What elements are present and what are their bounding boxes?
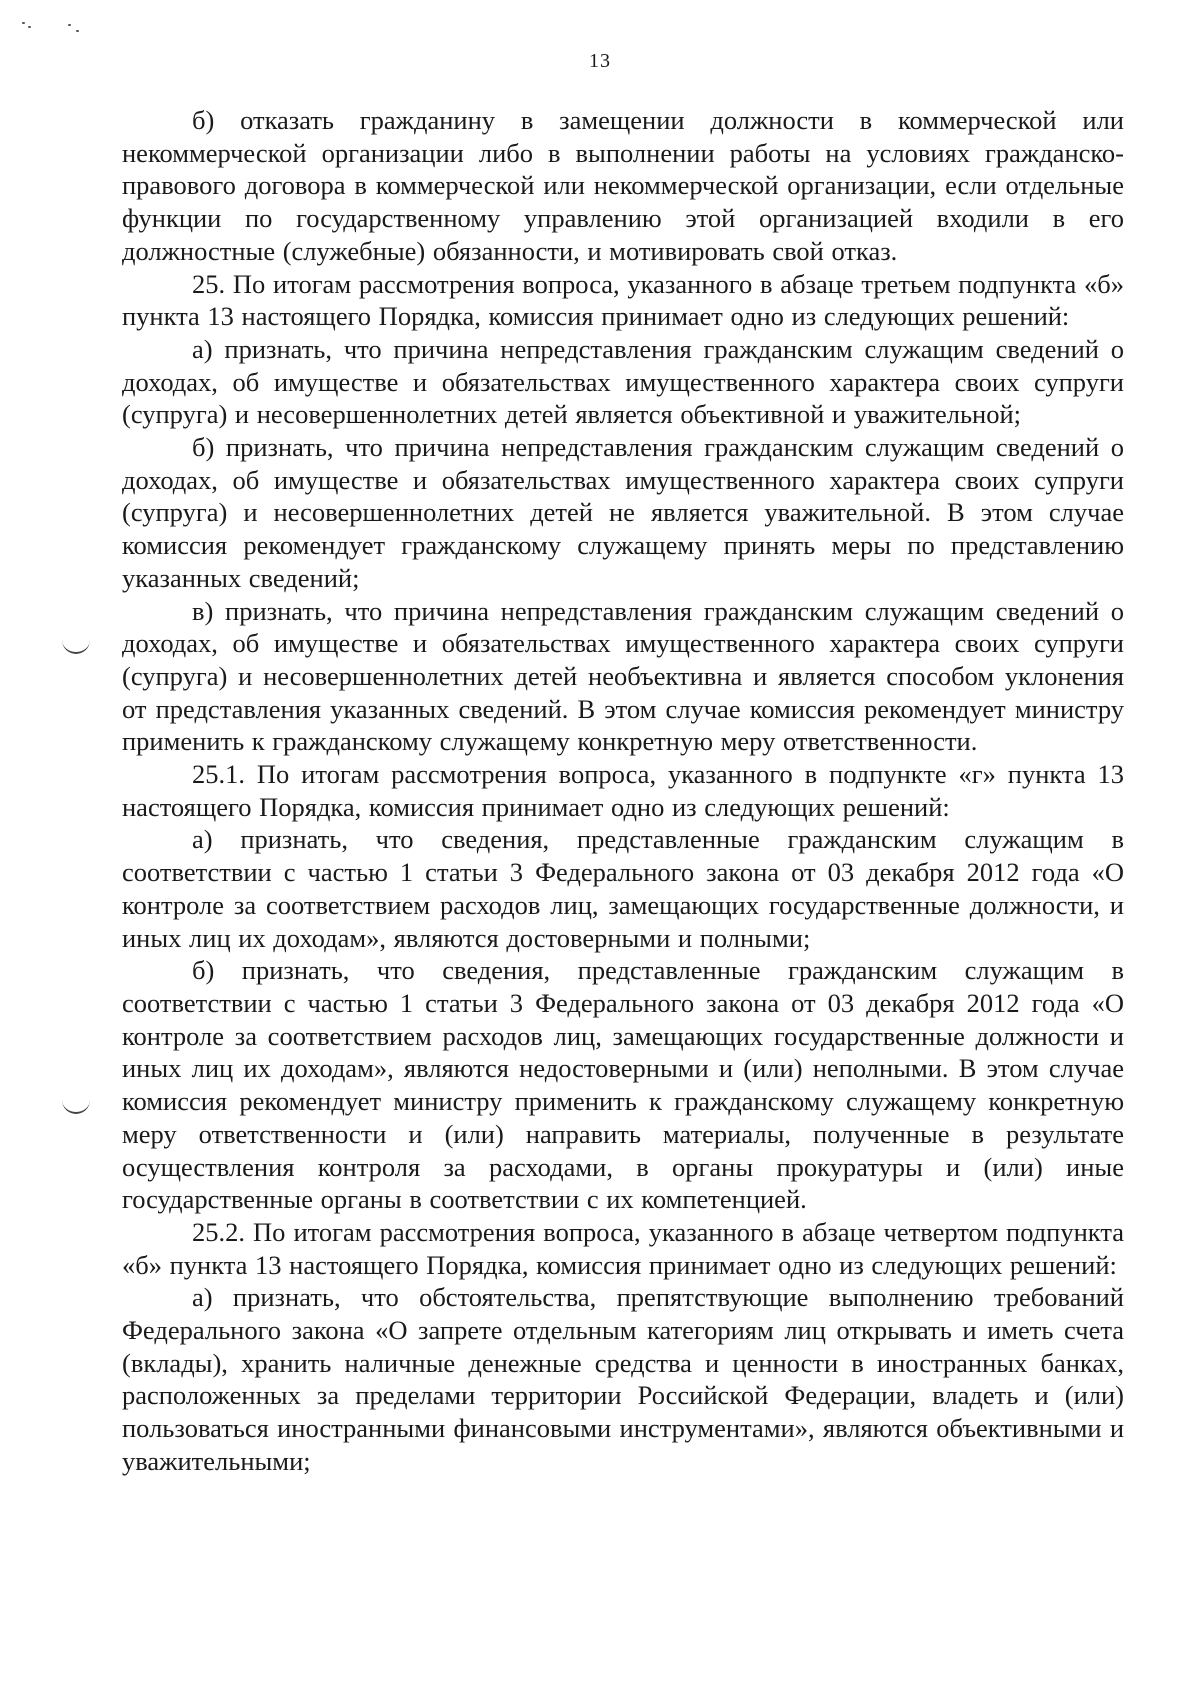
- speck: [28, 26, 31, 28]
- speck: [76, 30, 79, 32]
- paragraph: б) признать, что сведения, представленные гражданским служащим в соответствии с частью 1 статьи 3 Федерального закона от 03 декабря 2012 года «О контроле за соответствием расходов лиц, замещающих государственные должности и иных лиц их доходам», являются недостоверными и (или) неполными. В этом случае комиссия рекомендует министру применить к гражданскому служащему конкретную меру ответственности и (или) направить материалы, полученные в результате осуществления контроля за расходами, в органы прокуратуры и (или) иные государственные органы в соответствии с их компетенцией.: [122, 955, 1124, 1215]
- paragraph: б) признать, что причина непредставления гражданским служащим сведений о доходах, об имуществе и обязательствах имущественного характера своих супруги (супруга) и несовершеннолетних детей не является уважительной. В этом случае комиссия рекомендует гражданскому служащему принять меры по представлению указанных сведений;: [122, 432, 1124, 593]
- scan-specks: [20, 18, 100, 42]
- speck: [68, 24, 71, 26]
- paragraph: 25. По итогам рассмотрения вопроса, указанного в абзаце третьем подпункта «б» пункта 13 настоящего Порядка, комиссия принимает одно из следующих решений:: [122, 268, 1124, 332]
- paragraph: а) признать, что обстоятельства, препятствующие выполнению требований Федерального закона «О запрете отдельным категориям лиц открывать и иметь счета (вклады), хранить наличные денежные средства и ценности в иностранных банках, расположенных за пределами территории Российской Федерации, владеть и (или) пользоваться иностранными финансовыми инструментами», являются объективными и уважительными;: [122, 1282, 1124, 1476]
- page-number: 13: [589, 50, 611, 72]
- paragraph: в) признать, что причина непредставления гражданским служащим сведений о доходах, об имуществе и обязательствах имущественного характера своих супруги (супруга) и несовершеннолетних детей необъективна и является способом уклонения от представления указанных сведений. В этом случае комиссия рекомендует министру применить к гражданскому служащему конкретную меру ответственности.: [122, 595, 1124, 757]
- punch-hole-mark: [62, 1100, 90, 1114]
- paragraph: 25.1. По итогам рассмотрения вопроса, указанного в подпункте «г» пункта 13 настоящего Порядка, комиссия принимает одно из следующих решений:: [122, 759, 1124, 822]
- paragraph: а) признать, что причина непредставления гражданским служащим сведений о доходах, об имуществе и обязательствах имущественного характера своих супруги (супруга) и несовершеннолетних детей является объективной и уважительной;: [122, 333, 1124, 430]
- paragraph: а) признать, что сведения, представленные гражданским служащим в соответствии с частью 1 статьи 3 Федерального закона от 03 декабря 2012 года «О контроле за соответствием расходов лиц, замещающих государственные должности, и иных лиц их доходам», являются достоверными и полными;: [122, 824, 1124, 953]
- punch-hole-mark: [62, 640, 90, 654]
- document-body: [122, 104, 1124, 1478]
- speck: [22, 22, 25, 24]
- paragraph: б) отказать гражданину в замещении должности в коммерческой или некоммерческой организации либо в выполнении работы на условиях гражданско-правового договора в коммерческой или некоммерческой организации, если отдельные функции по государственному управлению этой организацией входили в его должностные (служебные) обязанности, и мотивировать свой отказ.: [122, 105, 1124, 266]
- paragraph: 25.2. По итогам рассмотрения вопроса, указанного в абзаце четвертом подпункта «б» пункта 13 настоящего Порядка, комиссия принимает одно из следующих решений:: [122, 1216, 1124, 1280]
